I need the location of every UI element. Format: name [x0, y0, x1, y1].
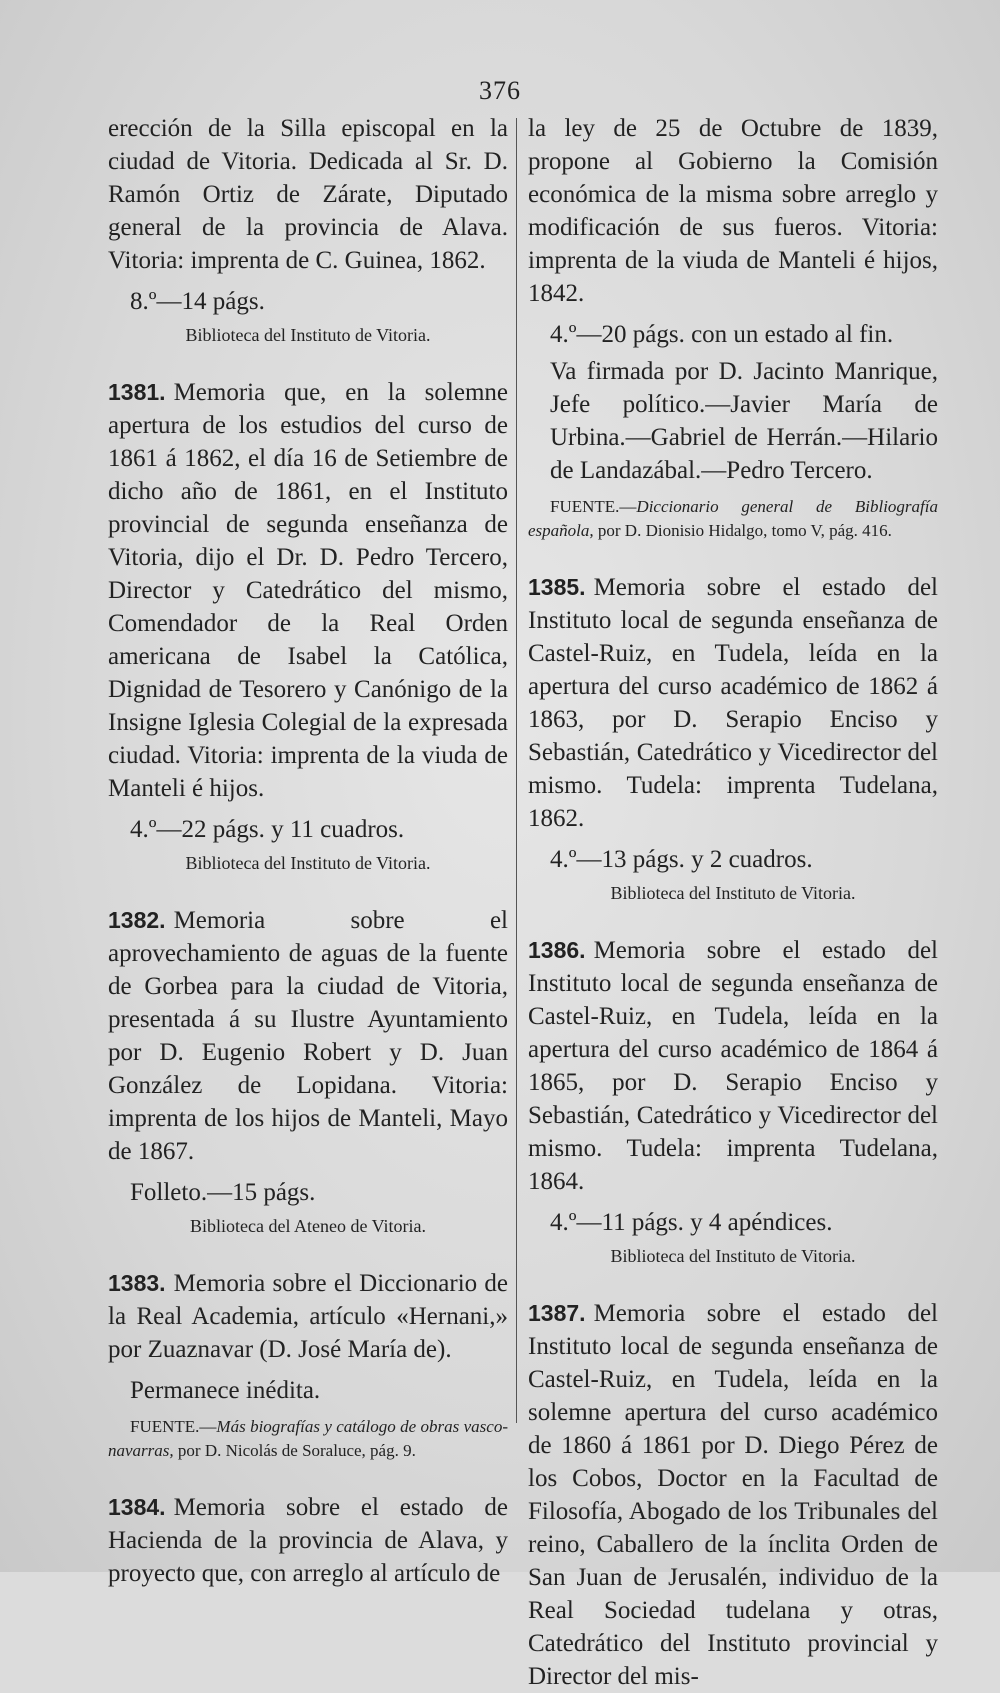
entry-text: Memoria sobre el estado del Instituto local de segunda enseñanza de Castel-Ruiz, en Tudela, leída en la apertura del curso académico de 1864 á 1865, por D. Serapio Enciso y Sebastián, Catedrático y Vicedirector del mismo. Tudela: imprenta Tudelana, 1864. [528, 937, 938, 1195]
continued-entry [108, 112, 508, 348]
continued-entry [528, 112, 938, 543]
right-column [528, 112, 938, 1693]
entry-format: 4.º—20 págs. con un estado al fin. [550, 321, 894, 348]
left-column [108, 112, 508, 1590]
entry-text: Memoria sobre el estado del Instituto local de segunda enseñanza de Castel-Ruiz, en Tudela, leída en la solemne apertura del curso académico de 1860 á 1861 por D. Diego Pérez de los Cobos, Doctor en la Facultad de Filosofía, Abogado de los Tribunales del reino, Caballero de la ínclita Orden de San Juan de Jerusalén, individuo de la Real Sociedad tudelana y otras, Catedrático del Instituto provincial y Director del mis- [528, 1300, 938, 1690]
entry-library: Biblioteca del Instituto de Vitoria. [610, 1246, 856, 1266]
entry-1383 [108, 1267, 508, 1463]
source-details: por D. Nicolás de Soraluce, pág. 9. [173, 1441, 416, 1460]
entry-1387 [528, 1297, 938, 1693]
entry-format: 4.º—22 págs. y 11 cuadros. [130, 816, 405, 843]
entry-library: Biblioteca del Instituto de Vitoria. [610, 883, 856, 903]
source-label: FUENTE.— [550, 497, 637, 516]
entry-text: Memoria sobre el estado del Instituto local de segunda enseñanza de Castel-Ruiz, en Tudela, leída en la apertura del curso académico de 1862 á 1863, por D. Serapio Enciso y Sebastián, Catedrático y Vicedirector del mismo. Tudela: imprenta Tudelana, 1862. [528, 574, 938, 832]
entry-library: Biblioteca del Ateneo de Vitoria. [189, 1216, 427, 1236]
column-divider [516, 118, 517, 1423]
entry-1382 [108, 904, 508, 1239]
source-label: FUENTE.— [130, 1417, 217, 1436]
entry-1386 [528, 934, 938, 1269]
page-number: 376 [479, 76, 521, 105]
entry-1381 [108, 376, 508, 876]
entry-format: Permanece inédita. [130, 1377, 321, 1404]
entry-library: Biblioteca del Instituto de Vitoria. [185, 325, 431, 345]
entry-number: 1382. [108, 907, 166, 933]
entry-number: 1386. [528, 937, 586, 963]
entry-text: Memoria que, en la solemne apertura de los estudios del curso de 1861 á 1862, el día 16 de Setiembre de dicho año de 1861, en el Instituto provincial de segunda enseñanza de Vitoria, dijo el Dr. D. Pedro Tercero, Director y Catedrático del mismo, Comendador de la Real Orden americana de Isabel la Católica, Dignidad de Tesorero y Canónigo de la Insigne Iglesia Colegial de la expresada ciudad. Vitoria: imprenta de la viuda de Manteli é hijos. [108, 379, 508, 802]
entry-1384 [108, 1491, 508, 1590]
entry-source [108, 1415, 508, 1463]
entry-text: Memoria sobre el estado de Hacienda de la provincia de Alava, y proyecto que, con arreglo al artículo de [108, 1494, 508, 1587]
entry-format: Folleto.—15 págs. [130, 1179, 316, 1206]
entry-format: 8.º—14 págs. [130, 288, 265, 315]
entry-text: Memoria sobre el Diccionario de la Real Academia, artículo «Hernani,» por Zuaznavar (D. José María de). [108, 1270, 508, 1363]
entry-number: 1385. [528, 574, 586, 600]
entry-text: la ley de 25 de Octubre de 1839, propone al Gobierno la Comisión económica de la misma sobre arreglo y modificación de sus fueros. Vitoria: imprenta de la viuda de Manteli é hijos, 1842. [528, 115, 938, 307]
entry-number: 1383. [108, 1270, 166, 1296]
entry-format: 4.º—13 págs. y 2 cuadros. [550, 846, 813, 873]
source-details: por D. Dionisio Hidalgo, tomo V, pág. 416. [593, 521, 892, 540]
entry-text: Memoria sobre el aprovechamiento de aguas de la fuente de Gorbea para la ciudad de Vitoria, presentada á su Ilustre Ayuntamiento por D. Eugenio Robert y D. Juan González de Lopidana. Vitoria: imprenta de los hijos de Manteli, Mayo de 1867. [108, 907, 508, 1165]
entry-text: erección de la Silla episcopal en la ciudad de Vitoria. Dedicada al Sr. D. Ramón Ortiz de Zárate, Diputado general de la provincia de Alava. Vitoria: imprenta de C. Guinea, 1862. [108, 115, 508, 274]
source-title: Más biografías y catálogo de obras vasco-navarras, [108, 1417, 508, 1460]
entry-number: 1387. [528, 1300, 586, 1326]
entry-source [528, 495, 938, 543]
entry-number: 1381. [108, 379, 166, 405]
source-title: Diccionario general de Bibliografía española, [528, 497, 938, 540]
entry-note: Va firmada por D. Jacinto Manrique, Jefe político.—Javier María de Urbina.—Gabriel de Herrán.—Hilario de Landazábal.—Pedro Tercero. [550, 358, 938, 484]
entry-format: 4.º—11 págs. y 4 apéndices. [550, 1209, 833, 1236]
entry-1385 [528, 571, 938, 906]
entry-library: Biblioteca del Instituto de Vitoria. [185, 853, 431, 873]
entry-number: 1384. [108, 1494, 166, 1520]
